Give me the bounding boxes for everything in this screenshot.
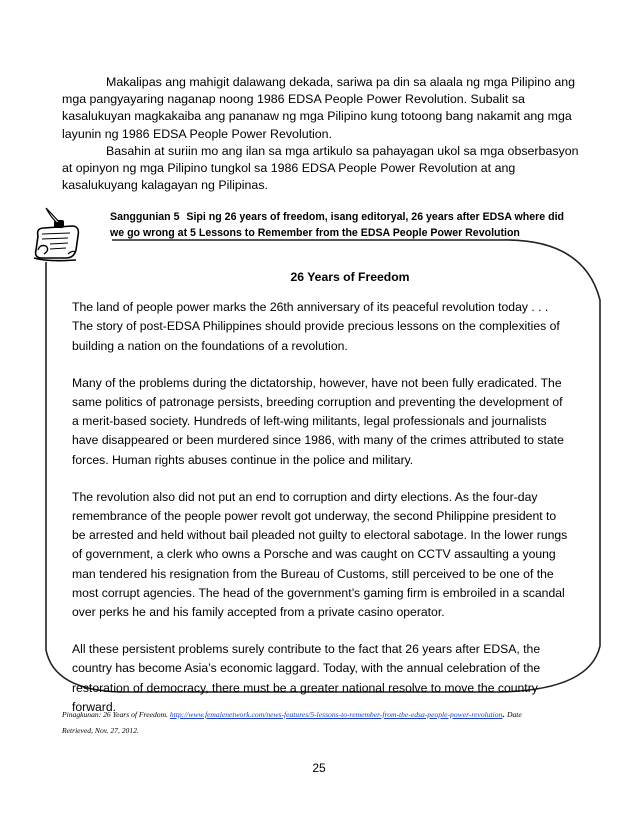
reference-link[interactable]: http://www.femalenetwork.com/news-features/5-lessons-to-remember-from-the-edsa-people-power-revolution	[169, 710, 503, 719]
intro-paragraph: Basahin at suriin mo ang ilan sa mga artikulo sa pahayagan ukol sa mga obserbasyon at opinyon ng mga Pilipino tungkol sa 1986 EDSA People Power Revolution at ang kasalukuyang kalagayan ng Pilipinas.	[62, 143, 579, 193]
article-paragraph: Many of the problems during the dictatorship, however, have not been fully eradicated. The same politics of patronage persists, breeding corruption and preventing the development of a merit-based society. Hundreds of left-wing militants, legal professionals and journalists have disappeared or been murdered since 1986, with many of the crimes attributed to state forces. Human rights abuses continue in the police and military.	[72, 375, 564, 467]
article-paragraph: The land of people power marks the 26th anniversary of its peaceful revolution today . . . The story of post-EDSA Philippines should provide precious lessons on the complexities of building a nation on the foundations of a revolution.	[72, 300, 560, 353]
reference	[62, 706, 552, 739]
page-number: 25	[312, 761, 326, 775]
intro-paragraph: Makalipas ang mahigit dalawang dekada, sariwa pa din sa alaala ng mga Pilipino ang mga pangyayaring naganap noong 1986 EDSA People Power Revolution. Subalit sa kasalukuyan magkakaiba ang pananaw ng mga Pilipino kung totoong bang nakamit ang mga layunin ng 1986 EDSA People Power Revolution.	[62, 75, 576, 141]
reference-retrieved: Date Retrieved, Nov. 27, 2012.	[62, 710, 522, 735]
source-label: Sanggunian 5	[110, 211, 180, 223]
reference-prefix: Pinagkunan: 26 Years of Freedom.	[62, 710, 168, 719]
article-paragraph: All these persistent problems surely contribute to the fact that 26 years after EDSA, the country has become Asia’s economic laggard. Today, with the annual celebration of the restoration of democracy, there must be a greater national resolve to move the country forward.	[72, 642, 541, 714]
reference-dot: .	[502, 708, 506, 720]
source-title: Sipi ng 26 years of freedom, isang editoryal, 26 years after EDSA where did we go wrong at 5 Lessons to Remember from the EDSA People Power Revolution	[110, 211, 565, 239]
article	[72, 268, 568, 735]
article-title: 26 Years of Freedom	[290, 270, 410, 284]
article-paragraph: The revolution also did not put an end to corruption and dirty elections. As the four-day remembrance of the people power revolt got underway, the second Philippine president to be arrested and held without bail pleaded not guilty to electoral sabotage. In the lower rungs of government, a clerk who owns a Porsche and was caught on CCTV assaulting a young man tendered his resignation from the Bureau of Customs, still perceived to be one of the most corrupt agencies. The head of the government’s gaming firm is embroiled in a scandal over perks he and his family accepted from a private casino operator.	[72, 489, 568, 620]
